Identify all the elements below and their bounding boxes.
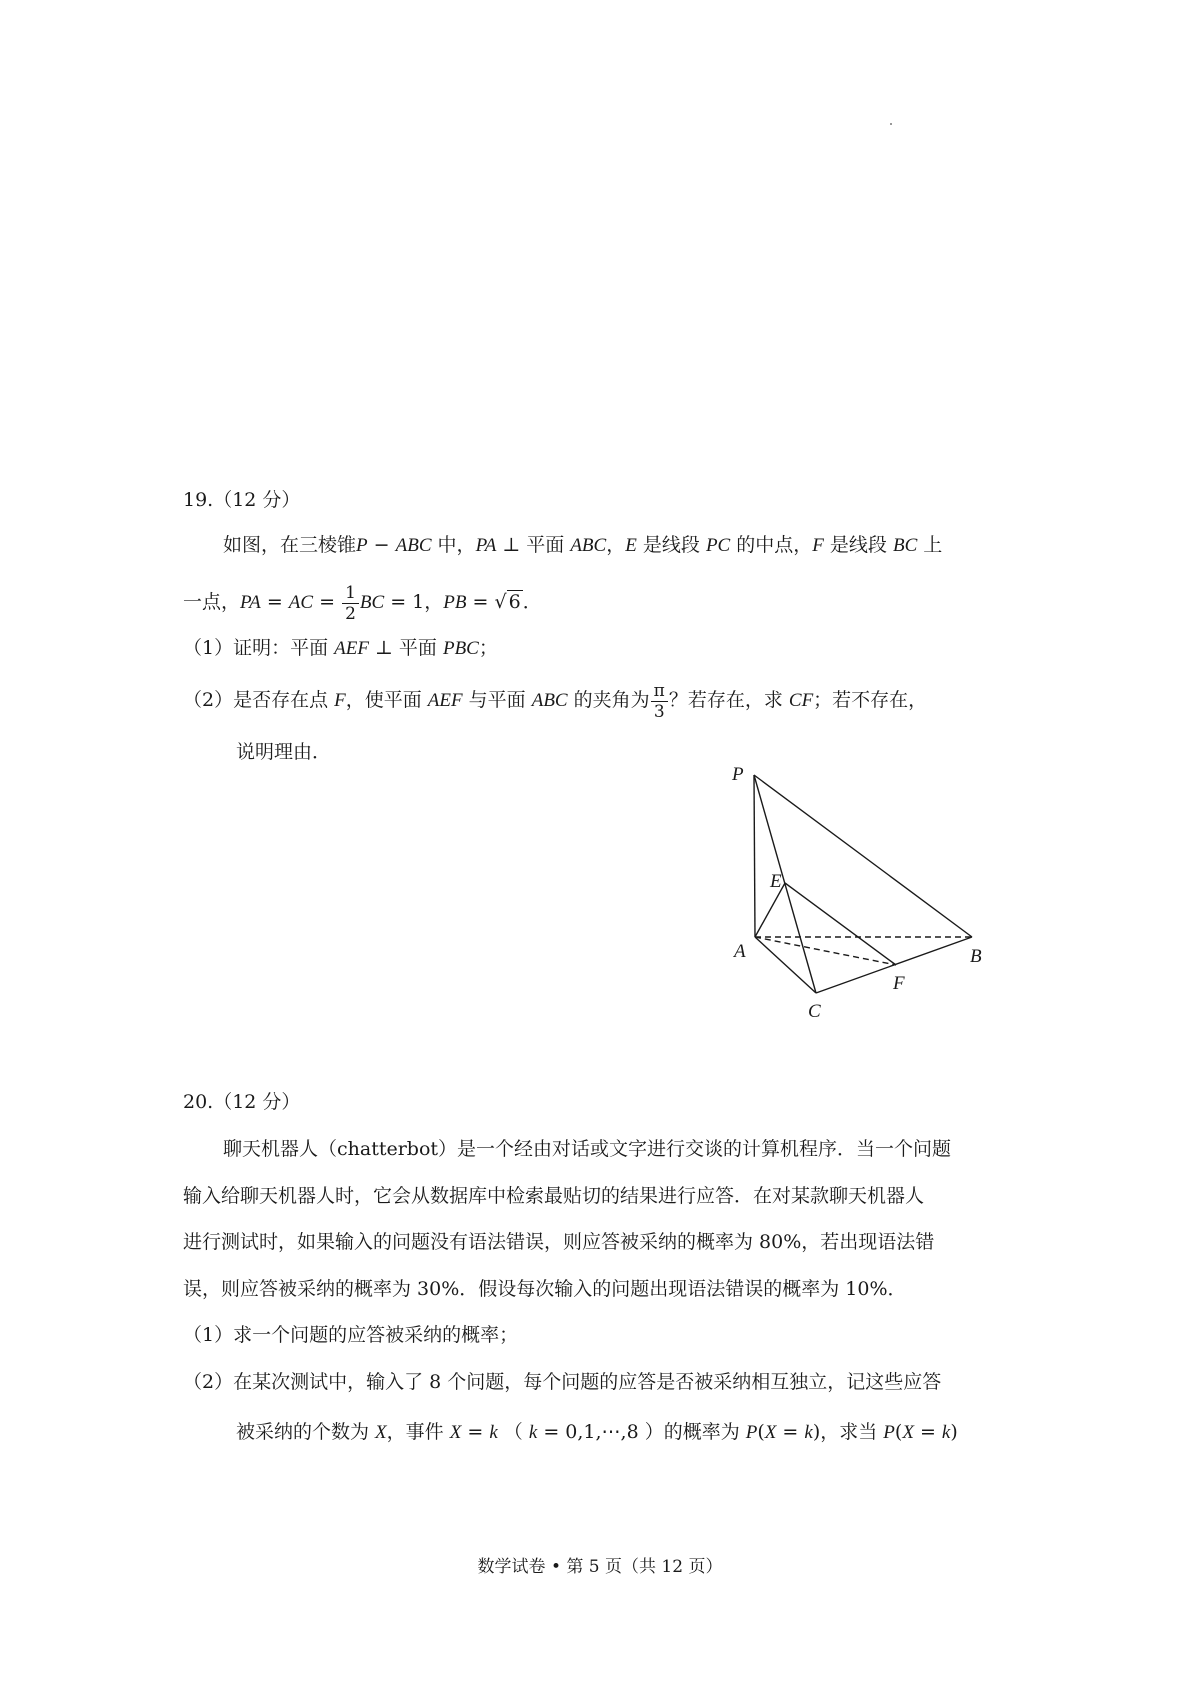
text: ( xyxy=(757,1421,765,1443)
math-var: X xyxy=(375,1422,387,1443)
tetrahedron-figure xyxy=(720,755,990,1020)
math-var: X xyxy=(449,1422,462,1443)
text: = xyxy=(260,591,289,613)
edge-PA xyxy=(754,775,755,937)
math-var: CF xyxy=(788,690,814,711)
q20-paragraph-line2: 输入给聊天机器人时，它会从数据库中检索最贴切的结果进行应答．在对某款聊天机器人 xyxy=(183,1185,925,1207)
label-B: B xyxy=(970,946,982,967)
math-var: BC xyxy=(892,535,918,556)
q19-intro-line2 xyxy=(183,582,542,624)
math-var: k xyxy=(528,1422,538,1443)
math-var: PA xyxy=(475,535,497,556)
q20-paragraph-line3: 进行测试时，如果输入的问题没有语法错误，则应答被采纳的概率为 80%，若出现语法错 xyxy=(183,1231,935,1253)
text: ⊥ 平面 xyxy=(496,534,571,556)
text: 是线段 xyxy=(823,534,893,556)
math-var: k xyxy=(489,1422,498,1443)
segment-EF xyxy=(785,883,896,965)
q20-part2: （2）在某次测试中，输入了 8 个问题，每个问题的应答是否被采纳相互独立，记这些应答 xyxy=(183,1371,942,1393)
segment-AF-hidden xyxy=(755,937,896,965)
fraction-half xyxy=(342,583,359,624)
numerator: 1 xyxy=(342,583,359,604)
text: 如图，在三棱锥 xyxy=(223,534,357,556)
text: = xyxy=(313,591,342,613)
fraction-pi-third xyxy=(651,681,668,722)
text: 中， xyxy=(431,534,476,556)
q20-part1: （1）求一个问题的应答被采纳的概率； xyxy=(183,1324,519,1346)
math-var: ABC xyxy=(395,535,432,556)
text: （2）是否存在点 xyxy=(183,689,335,711)
math-var: ABC xyxy=(570,535,607,556)
label-A: A xyxy=(734,941,746,962)
q20-header: 20.（12 分） xyxy=(183,1091,301,1113)
math-var: X xyxy=(902,1422,914,1443)
text: ；若不存在， xyxy=(813,689,928,711)
label-E: E xyxy=(770,871,782,892)
text: 的夹角为 xyxy=(567,689,650,711)
text: ，事件 xyxy=(386,1421,450,1443)
math-var: P xyxy=(745,1422,758,1443)
text: = xyxy=(776,1421,805,1443)
edge-AC xyxy=(755,937,816,993)
text: 被采纳的个数为 xyxy=(236,1421,376,1443)
q19-part1 xyxy=(183,636,498,661)
label-P: P xyxy=(732,764,744,785)
math-var: ABC xyxy=(531,690,568,711)
math-var: AC xyxy=(288,592,314,613)
sqrt-six xyxy=(494,582,522,622)
math-var: P xyxy=(883,1422,895,1443)
math-var: F xyxy=(812,535,824,556)
text: ， xyxy=(606,534,626,556)
q19-part2 xyxy=(183,680,927,722)
text: 上 xyxy=(917,534,943,556)
text: ⊥ 平面 xyxy=(368,637,443,659)
text: 的中点， xyxy=(730,534,813,556)
text: = xyxy=(913,1421,942,1443)
edge-PB xyxy=(754,775,972,937)
scan-speck xyxy=(890,123,892,125)
text: ( xyxy=(894,1421,903,1443)
q19-part2-cont: 说明理由． xyxy=(236,741,332,763)
text: ) xyxy=(950,1421,958,1443)
math-var: AEF xyxy=(427,690,463,711)
denominator: 2 xyxy=(345,603,356,624)
text: = xyxy=(466,591,495,613)
text: （1）证明：平面 xyxy=(183,637,335,659)
math-var: PA xyxy=(240,592,261,613)
math-var: PC xyxy=(705,535,731,556)
math-var: PB xyxy=(443,592,467,613)
math-var: F xyxy=(334,690,346,711)
text: 是线段 xyxy=(636,534,706,556)
math-var: BC xyxy=(359,592,385,613)
math-var: k xyxy=(941,1422,951,1443)
math-var: AEF xyxy=(334,638,369,659)
text: （ xyxy=(497,1421,529,1443)
radical-sign: √ xyxy=(494,591,507,613)
text: ，使平面 xyxy=(345,689,428,711)
text: = 0,1,⋯,8 ）的概率为 xyxy=(537,1421,746,1443)
q20-paragraph-line4: 误，则应答被采纳的概率为 30%．假设每次输入的问题出现语法错误的概率为 10%． xyxy=(183,1278,907,1300)
text: 一点， xyxy=(183,591,241,613)
text: − xyxy=(367,534,396,556)
page-footer: 数学试卷 • 第 5 页（共 12 页） xyxy=(477,1557,723,1577)
label-C: C xyxy=(808,1001,821,1020)
q19-header: 19.（12 分） xyxy=(183,489,301,511)
text: ； xyxy=(478,637,498,659)
q19-intro-line1 xyxy=(223,533,942,558)
text: ． xyxy=(522,591,542,613)
text: )，求当 xyxy=(812,1421,884,1443)
text: = xyxy=(461,1421,490,1443)
q20-paragraph-line1: 聊天机器人（chatterbot）是一个经由对话或文字进行交谈的计算机程序．当一个问题 xyxy=(223,1138,952,1160)
math-var: E xyxy=(625,535,637,556)
text: ？若存在，求 xyxy=(668,689,789,711)
radicand: 6 xyxy=(508,591,521,613)
math-var: k xyxy=(804,1422,813,1443)
numerator: π xyxy=(651,681,668,702)
math-var: P xyxy=(356,535,368,556)
math-var: X xyxy=(764,1422,777,1443)
label-F: F xyxy=(893,973,905,994)
q20-part2-cont xyxy=(236,1420,958,1445)
denominator: 3 xyxy=(653,701,665,722)
text: 与平面 xyxy=(462,689,532,711)
math-var: PBC xyxy=(442,638,479,659)
text: = 1， xyxy=(384,591,444,613)
